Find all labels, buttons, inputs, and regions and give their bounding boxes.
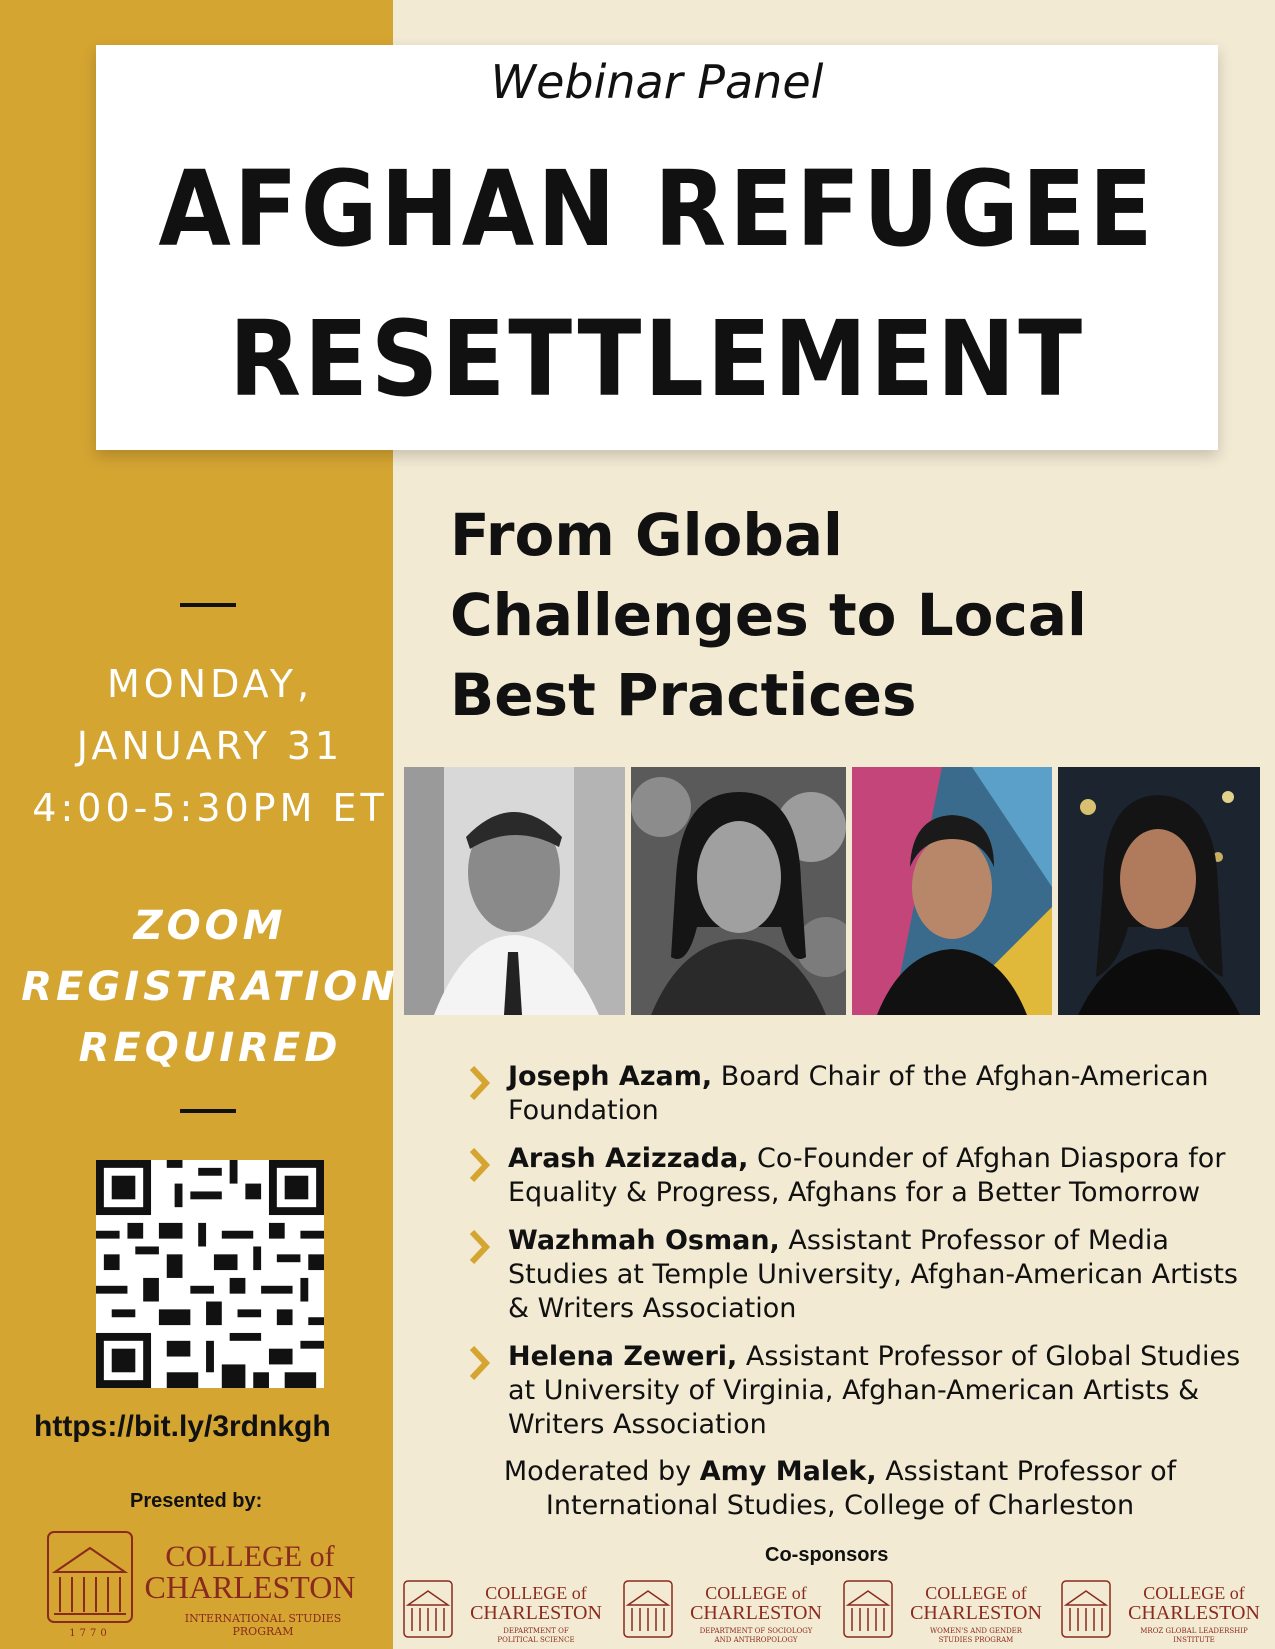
logo-line-1: COLLEGE of (1143, 1583, 1245, 1603)
logo-dept-2: INSTITUTE (1173, 1636, 1215, 1644)
photo-joseph-azam (404, 767, 625, 1015)
speaker-name: Helena Zeweri, (508, 1341, 738, 1372)
zoom-line-2: REGISTRATION (21, 964, 399, 1010)
title-line-2: RESETTLEMENT (228, 298, 1086, 420)
qr-code-icon[interactable] (96, 1160, 324, 1388)
logo-dept-1: INTERNATIONAL STUDIES (184, 1612, 342, 1625)
logo-line-2: CHARLESTON (144, 1569, 356, 1605)
moderator-role: Assistant Professor of International Studies, College of Charleston (545, 1456, 1177, 1521)
logo-line-1: COLLEGE of (165, 1540, 335, 1573)
photo-helena-zeweri (1058, 767, 1260, 1015)
logo-dept-2: AND ANTHROPOLOGY (714, 1636, 798, 1644)
speaker-name: Wazhmah Osman, (508, 1225, 780, 1256)
cosponsors-label: Co-sponsors (765, 1544, 889, 1566)
logo-dept-1: DEPARTMENT OF SOCIOLOGY (699, 1627, 813, 1635)
list-item (468, 1340, 1258, 1442)
logo-dept-2: PROGRAM (232, 1625, 294, 1638)
registration-link[interactable]: https://bit.ly/3rdnkgh (34, 1410, 331, 1443)
subtitle-line-3: Best Practices (450, 661, 917, 729)
divider-top (180, 603, 236, 607)
college-of-charleston-logo (30, 1522, 390, 1642)
cosponsor-logo-mroz-institute (1056, 1575, 1272, 1647)
event-date: JANUARY 31 (76, 724, 344, 768)
speaker-role: Co-Founder of Afghan Diaspora for Equality & Progress, Afghans for a Better Tomorrow (508, 1143, 1226, 1208)
logo-line-2: CHARLESTON (690, 1602, 822, 1624)
logo-year: 1770 (69, 1628, 111, 1639)
subtitle (450, 495, 1130, 735)
photo-wazhmah-osman (852, 767, 1052, 1015)
subtitle-line-1: From Global (450, 501, 843, 569)
title-box (96, 45, 1218, 450)
subtitle-line-2: Challenges to Local (450, 581, 1087, 649)
cosponsor-logo-sociology (618, 1575, 834, 1647)
logo-line-2: CHARLESTON (470, 1602, 602, 1624)
speaker-list (468, 1060, 1258, 1456)
logo-dept-1: DEPARTMENT OF (503, 1627, 569, 1635)
logo-line-1: COLLEGE of (925, 1583, 1027, 1603)
presented-by-label: Presented by: (130, 1490, 263, 1512)
webinar-kicker: Webinar Panel (490, 55, 824, 109)
logo-dept-2: STUDIES PROGRAM (938, 1636, 1014, 1644)
moderator-prefix: Moderated by (503, 1456, 700, 1487)
zoom-line-3: REQUIRED (78, 1025, 342, 1071)
logo-line-2: CHARLESTON (910, 1602, 1042, 1624)
moderator (480, 1455, 1200, 1523)
speaker-name: Arash Azizzada, (508, 1143, 749, 1174)
logo-dept-1: MROZ GLOBAL LEADERSHIP (1140, 1627, 1248, 1635)
event-day: MONDAY, (106, 662, 314, 706)
event-datetime (0, 653, 420, 839)
list-item (468, 1060, 1258, 1128)
cosponsor-logo-womens-gender (838, 1575, 1054, 1647)
zoom-line-1: ZOOM (133, 903, 287, 949)
speaker-name: Joseph Azam, (508, 1061, 713, 1092)
list-item (468, 1224, 1258, 1326)
chevron-right-icon (468, 1230, 490, 1264)
chevron-right-icon (468, 1148, 490, 1182)
speaker-role: Assistant Professor of Media Studies at Temple University, Afghan-American Artists & Writers Association (508, 1225, 1238, 1324)
logo-line-1: COLLEGE of (705, 1583, 807, 1603)
logo-dept-1: WOMEN'S AND GENDER (929, 1627, 1023, 1635)
cosponsor-logo-political-science (398, 1575, 614, 1647)
speaker-role: Assistant Professor of Global Studies at University of Virginia, Afghan-American Artists & Writers Association (508, 1341, 1241, 1440)
speaker-role: Board Chair of the Afghan-American Foundation (508, 1061, 1209, 1126)
logo-dept-2: POLITICAL SCIENCE (497, 1636, 575, 1644)
title-line-1: AFGHAN REFUGEE (158, 148, 1156, 270)
divider-bottom (180, 1109, 236, 1113)
chevron-right-icon (468, 1066, 490, 1100)
zoom-notice (0, 896, 420, 1079)
list-item (468, 1142, 1258, 1210)
logo-line-1: COLLEGE of (485, 1583, 587, 1603)
chevron-right-icon (468, 1346, 490, 1380)
moderator-name: Amy Malek, (699, 1456, 877, 1487)
event-time: 4:00-5:30PM ET (32, 786, 388, 830)
photo-arash-azizzada (631, 767, 846, 1015)
logo-line-2: CHARLESTON (1128, 1602, 1260, 1624)
